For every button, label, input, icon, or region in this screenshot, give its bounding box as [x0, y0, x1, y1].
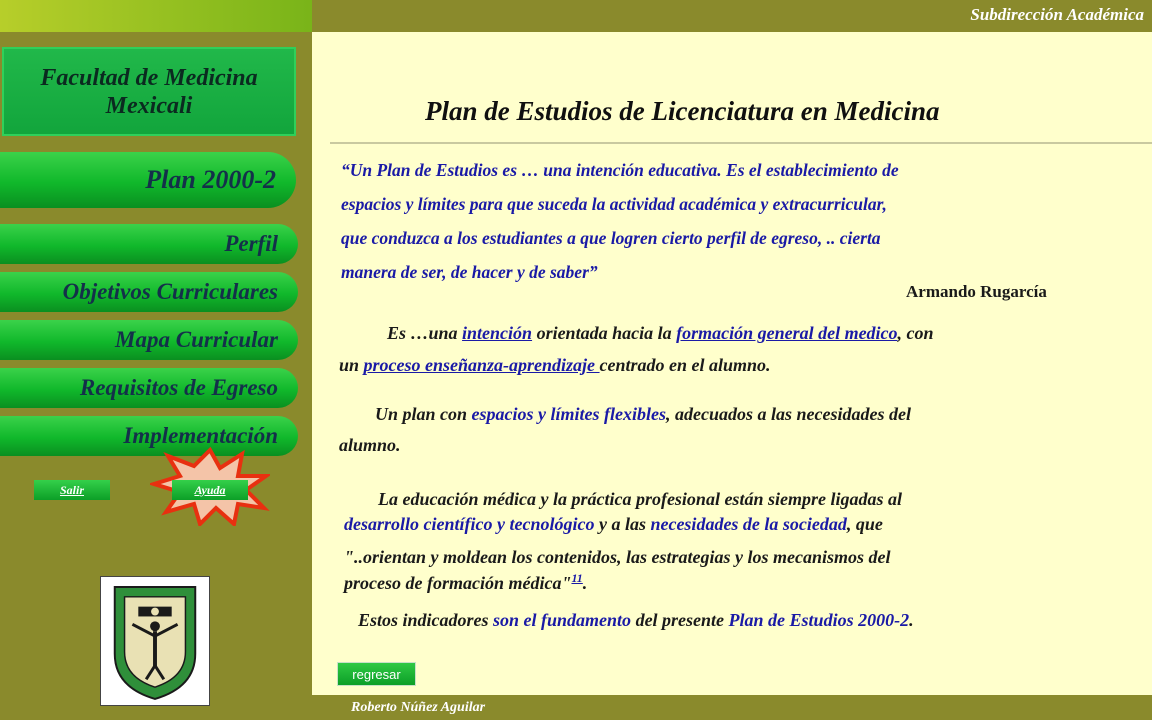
- nav-requisitos-button[interactable]: [0, 368, 298, 408]
- paragraph-2-line-2: alumno.: [339, 435, 401, 455]
- formacion-link[interactable]: formación general del medico: [676, 323, 898, 343]
- p4-text: del presente: [631, 610, 729, 630]
- title-divider: [330, 142, 1152, 144]
- p1-text: Es …una: [387, 323, 463, 343]
- quote-line: que conduzca a los estudiantes a que logren cierto perfil de egreso, .. cierta: [341, 228, 881, 248]
- p4-text: .: [909, 610, 914, 630]
- nav-mapa-button[interactable]: [0, 320, 298, 360]
- quote-line: espacios y límites para que suceda la actividad académica y extracurricular,: [341, 194, 887, 214]
- footer-author: Roberto Núñez Aguilar: [351, 700, 486, 715]
- p4-highlight: Plan de Estudios 2000-2: [728, 610, 910, 630]
- p1-text: centrado en el alumno.: [599, 355, 771, 375]
- nav-objetivos-label: Objetivos Curriculares: [62, 279, 278, 304]
- paragraph-2-line-1: [375, 404, 911, 425]
- paragraph-1-line-1: [387, 323, 934, 344]
- header-title: Subdirección Académica: [970, 5, 1144, 24]
- p3-text: proceso de formación médica": [344, 573, 572, 593]
- back-button[interactable]: [337, 662, 416, 686]
- faculty-title-line2: Mexicali: [105, 92, 193, 119]
- top-bar: [312, 0, 1152, 32]
- paragraph-3-line-3: "..orientan y moldean los contenidos, las estrategias y los mecanismos del: [344, 547, 891, 567]
- quote-line: manera de ser, de hacer y de saber”: [341, 262, 598, 282]
- paragraph-4: [358, 610, 914, 631]
- p1-text: , con: [897, 323, 934, 343]
- p2-text: , adecuados a las necesidades del: [666, 404, 911, 424]
- footnote-link[interactable]: 11: [571, 571, 583, 585]
- quote-author: Armando Rugarcía: [906, 282, 1047, 301]
- faculty-title-box: [2, 47, 296, 136]
- help-button[interactable]: [172, 480, 248, 500]
- back-label: regresar: [352, 666, 401, 682]
- help-label: Ayuda: [194, 482, 226, 497]
- nav-implementacion-label: Implementación: [123, 423, 278, 448]
- top-left-strip: [0, 0, 312, 32]
- faculty-title-line1: Facultad de Medicina: [40, 64, 258, 91]
- nav-requisitos-label: Requisitos de Egreso: [79, 375, 278, 400]
- p2-highlight: espacios y límites flexibles: [471, 404, 666, 424]
- page-title: Plan de Estudios de Licenciatura en Medicina: [425, 96, 940, 126]
- p3-text: , que: [846, 514, 883, 534]
- paragraph-3-line-2: [344, 514, 883, 535]
- nav-perfil-label: Perfil: [224, 231, 278, 256]
- p3-highlight: desarrollo científico y tecnológico: [344, 514, 595, 534]
- paragraph-3-line-1: La educación médica y la práctica profesional están siempre ligadas al: [378, 489, 902, 509]
- proceso-link[interactable]: proceso enseñanza-aprendizaje: [363, 355, 600, 375]
- p1-text: orientada hacia la: [532, 323, 677, 343]
- nav-perfil-button[interactable]: [0, 224, 298, 264]
- paragraph-1-line-2: [339, 355, 771, 376]
- university-seal-logo: [100, 576, 210, 706]
- nav-mapa-label: Mapa Curricular: [115, 327, 278, 352]
- nav-plan-button[interactable]: [0, 152, 296, 208]
- exit-label: Salir: [59, 482, 84, 497]
- p2-text: Un plan con: [375, 404, 472, 424]
- p1-text: un: [339, 355, 364, 375]
- exit-button[interactable]: [34, 480, 110, 500]
- p4-highlight: son el fundamento: [493, 610, 632, 630]
- p4-text: Estos indicadores: [358, 610, 494, 630]
- quote-line: “Un Plan de Estudios es … una intención educativa. Es el establecimiento de: [341, 160, 899, 180]
- nav-plan-label: Plan 2000-2: [145, 165, 276, 194]
- p3-highlight: necesidades de la sociedad: [650, 514, 847, 534]
- paragraph-3-line-4: [344, 571, 587, 594]
- intencion-link[interactable]: intención: [462, 323, 533, 343]
- nav-objetivos-button[interactable]: [0, 272, 298, 312]
- p3-text: .: [582, 573, 588, 593]
- p3-text: y a las: [594, 514, 651, 534]
